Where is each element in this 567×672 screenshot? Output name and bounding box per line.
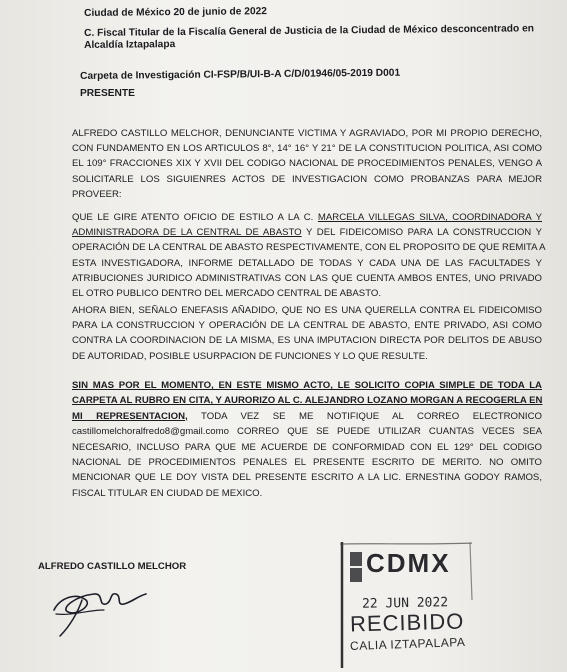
text-line (72, 424, 542, 439)
stamp-logo: CDMX (366, 548, 451, 578)
underlined-role: ADMINISTRADORA DE LA CENTRAL DE ABASTO (72, 227, 302, 239)
handwritten-signature (46, 570, 156, 640)
text-line: EL OTRO PUBLICO DENTRO DEL MERCADO CENTRAL DE ABASTO. (72, 288, 382, 300)
presente: PRESENTE (80, 88, 135, 99)
bold-segment: MI REPRESENTACION, (72, 410, 188, 422)
bold-line: SIN MAS POR EL MOMENTO, EN ESTE MISMO ACTO, LE SOLICITO COPIA SIMPLE DE TODA LA (72, 380, 542, 391)
text-line: FISCAL TITULAR EN CIUDAD DE MEXICO. (72, 487, 263, 499)
paragraph-clarification (72, 303, 542, 364)
text-line: EL 109° FRACCIONES XIX Y XVII DEL CODIGO NACIONAL DE PROCEDIMIENTOS PENALES, VENGO A (72, 158, 542, 170)
text-line: PARA LA CONSTRUCCION Y OPERACIÓN DE LA CENTRAL DE ABASTO, ENTE PRIVADO, ASI COMO (72, 320, 542, 332)
recipient-line-2: Alcaldía Iztapalapa (84, 39, 176, 51)
text-line: ATRIBUCIONES JURIDICO ADMINISTRATIVAS CON LAS QUE CUENTA AMBOS ENTES, UNO PRIVADO (72, 272, 542, 284)
text-segment: QUE LE GIRE ATENTO OFICIO DE ESTILO A LA C. (72, 212, 318, 223)
text-line (72, 210, 542, 225)
text-line: ESTA INVESTIGADORA, INFORME DETALLADO DE TODAS Y CADA UNA DE LAS FACULTADES Y (72, 257, 542, 269)
bold-line: CARPETA AL RUBRO EN CITA, Y AURORIZO AL C. ALEJANDRO LOZANO MORGAN A RECOGERLA EN (72, 395, 543, 407)
recipient-line-1: C. Fiscal Titular de la Fiscalía General de Justicia de la Ciudad de México desconcentrado en (84, 23, 535, 39)
text-segment: CORREO QUE SE PUEDE UTILIZAR CUANTAS VECES SEA (228, 426, 542, 438)
text-line: CON FUNDAMENTO EN LOS ARTICULOS 8°, 14° 16° Y 21° DE LA CONSTITUCION POLITICA, ASI COMO (72, 143, 542, 155)
text-segment: TODA VEZ SE ME NOTIFIQUE AL CORREO ELECTRONICO (187, 410, 542, 422)
email-address: castillomelchoralfredo8@gmail.como (72, 426, 229, 438)
text-line: MENCIONAR QUE LE DOY VISTA DEL PRESENTE ESCRITO A LA LIC. ERNESTINA GODOY RAMOS, (72, 472, 542, 484)
paragraph-copy-request (72, 378, 542, 501)
underlined-name: MARCELA VILLEGAS SILVA, COORDINADORA Y (317, 212, 542, 223)
text-line: AHORA BIEN, SEÑALO ENEFASIS AÑADIDO, QUE NO ES UNA QUERELLA CONTRA EL FIDEICOMISO (72, 305, 542, 316)
stamp-office: CALIA IZTAPALAPA (349, 634, 466, 654)
text-segment: Y DEL FIDEICOMISO PARA LA CONSTRUCCION Y (301, 227, 542, 239)
text-line: ALFREDO CASTILLO MELCHOR, DENUNCIANTE VICTIMA Y AGRAVIADO, POR MI PROPIO DERECHO, (72, 128, 542, 139)
paragraph-request (72, 126, 542, 202)
stamp-date: 22 JUN 2022 (361, 595, 449, 612)
stamp-status: RECIBIDO (349, 608, 465, 637)
signer-name: ALFREDO CASTILLO MELCHOR (38, 561, 187, 572)
text-line: PROVEER: (72, 188, 122, 200)
text-line: CONTRA LA COORDINACION DE LA MISMA, ES UNA IMPUTACION DIRECTA POR DELITOS DE ABUSO (72, 335, 542, 347)
text-line: NACIONAL DE PROCEDIMIENTOS PENALES EL PRESENTE ESCRITO DE MERITO. NO OMITO (72, 457, 542, 469)
text-line: OPERACIÓN DE LA CENTRAL DE ABASTO RESPECTIVAMENTE, CON EL PROPOSITO DE QUE REMITA A (72, 242, 546, 254)
text-line (72, 409, 542, 424)
text-line (72, 225, 542, 240)
text-line: SOLICITARLE LOS SIGUIENRES ACTOS DE INVESTIGACION COMO PROBANZAS PARA MEJOR (72, 173, 542, 185)
paragraph-oficio (72, 210, 546, 301)
place-date: Ciudad de México 20 de junio de 2022 (84, 6, 267, 19)
received-stamp (338, 540, 478, 672)
text-line: NECESARIO, INCLUSO PARA QUE ME ACUERDE DE CONFORMIDAD CON EL 129° DEL CODIGO (72, 441, 542, 453)
text-line: DE AUTORIDAD, POSIBLE USURPACION DE FUNCIONES Y LO QUE RESULTE. (72, 350, 428, 362)
case-number: Carpeta de Investigación CI-FSP/B/UI-B-A C/D/01946/05-2019 D001 (80, 67, 401, 82)
